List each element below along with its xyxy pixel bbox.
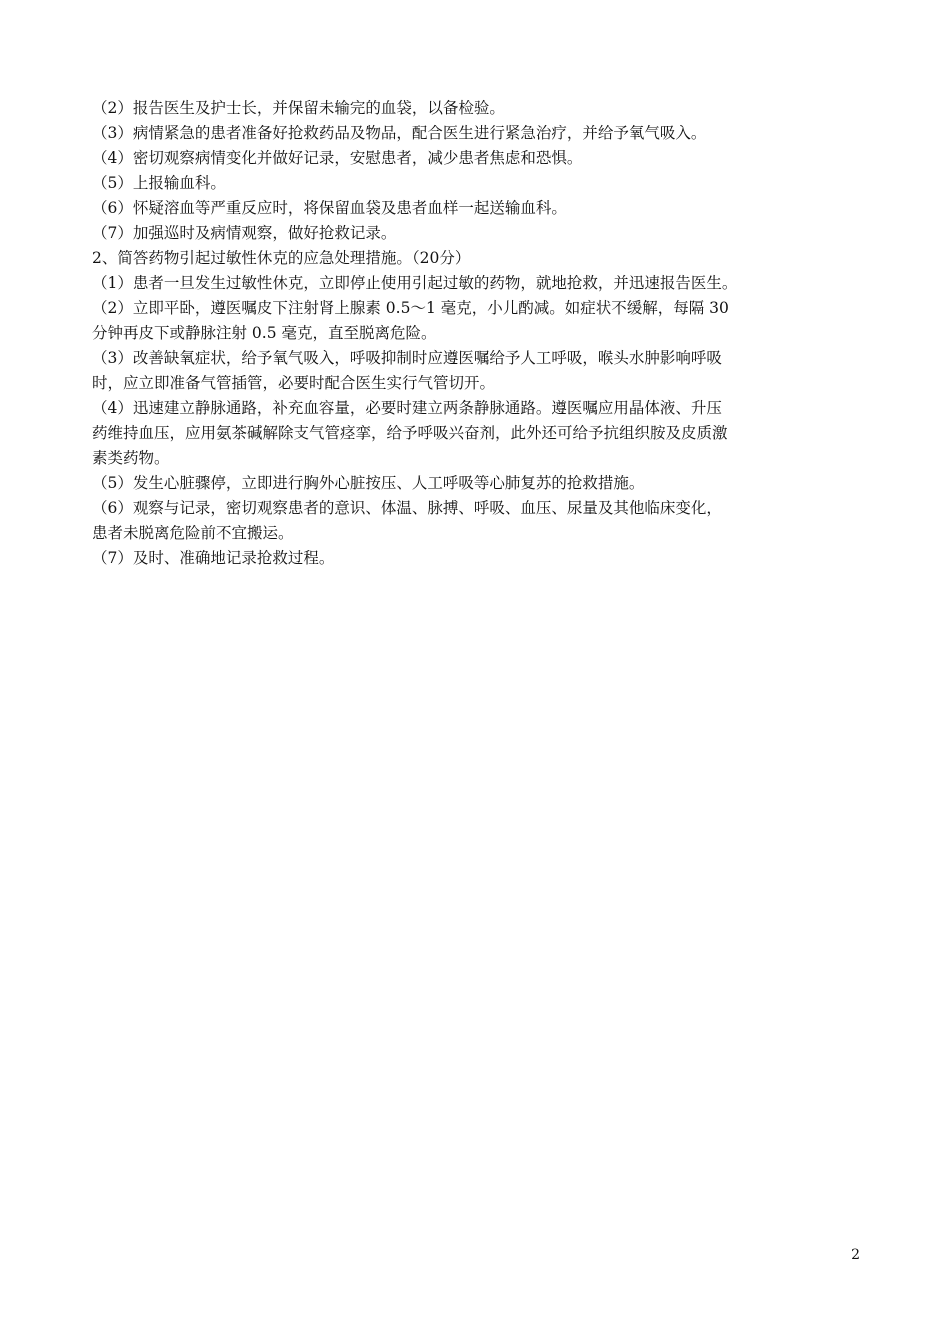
section-one-item-4: （4）密切观察病情变化并做好记录，安慰患者，减少患者焦虑和恐惧。 (92, 149, 583, 167)
question-two-item-4-line-3: 素类药物。 (92, 449, 170, 467)
question-two-item-3-line-2: 时，应立即准备气管插管，必要时配合医生实行气管切开。 (92, 374, 496, 392)
question-two-item-5-line-1: （5）发生心脏骤停，立即进行胸外心脏按压、人工呼吸等心肺复苏的抢救措施。 (92, 474, 645, 492)
question-two-item-7-line-1: （7）及时、准确地记录抢救过程。 (92, 549, 335, 567)
question-two-item-1-line-1: （1）患者一旦发生过敏性休克，立即停止使用引起过敏的药物，就地抢救，并迅速报告医生。 (92, 274, 738, 292)
question-two-item-2-line-2: 分钟再皮下或静脉注射 0.5 毫克，直至脱离危险。 (92, 324, 437, 342)
page-number: 2 (851, 1247, 860, 1263)
question-two-item-4-line-1: （4）迅速建立静脉通路，补充血容量，必要时建立两条静脉通路。遵医嘱应用晶体液、升压 (92, 399, 722, 417)
section-one-item-2: （2）报告医生及护士长，并保留未输完的血袋，以备检验。 (92, 99, 505, 117)
question-two-title: 2、简答药物引起过敏性休克的应急处理措施。（20分） (92, 249, 471, 267)
question-two-item-3-line-1: （3）改善缺氧症状，给予氧气吸入，呼吸抑制时应遵医嘱给予人工呼吸，喉头水肿影响呼吸 (92, 349, 722, 367)
question-two-item-6-line-2: 患者未脱离危险前不宜搬运。 (92, 524, 294, 542)
section-one-item-5: （5）上报输血科。 (92, 174, 226, 192)
document-body (92, 96, 864, 571)
question-two-item-6-line-1: （6）观察与记录，密切观察患者的意识、体温、脉搏、呼吸、血压、尿量及其他临床变化， (92, 499, 722, 517)
section-one-item-7: （7）加强巡时及病情观察，做好抢救记录。 (92, 224, 397, 242)
question-two-item-2-line-1: （2）立即平卧，遵医嘱皮下注射肾上腺素 0.5～1 毫克，小儿酌减。如症状不缓解，每隔 30 (92, 299, 729, 317)
question-two-item-4-line-2: 药维持血压，应用氨茶碱解除支气管痉挛，给予呼吸兴奋剂，此外还可给予抗组织胺及皮质激 (92, 424, 728, 442)
section-one-item-3: （3）病情紧急的患者准备好抢救药品及物品，配合医生进行紧急治疗，并给予氧气吸入。 (92, 124, 707, 142)
section-one-item-6: （6）怀疑溶血等严重反应时，将保留血袋及患者血样一起送输血科。 (92, 199, 567, 217)
